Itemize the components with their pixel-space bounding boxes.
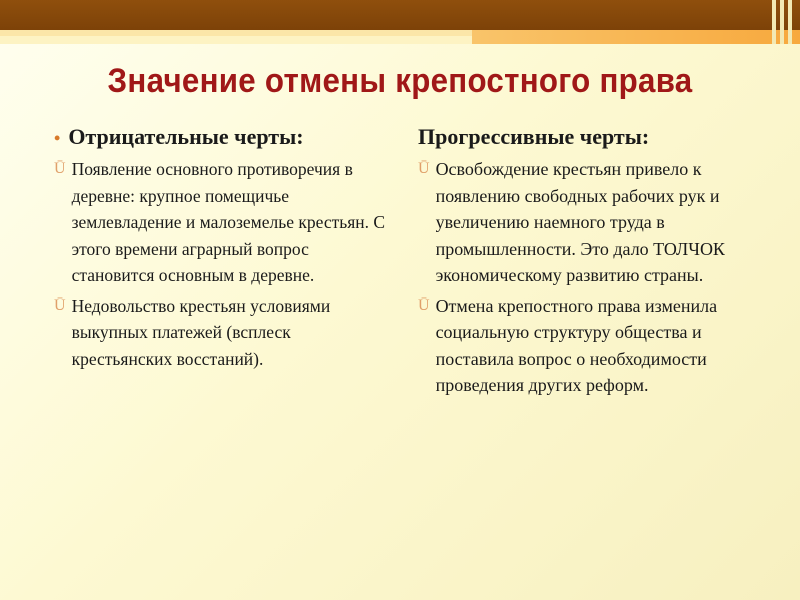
subbullet-icon: Ū — [418, 160, 430, 177]
list-item — [418, 293, 768, 399]
subbullet-icon: Ū — [54, 296, 66, 314]
list-item-text: Отмена крепостного права изменила социальную структуру общества и поставила вопрос о необходимости проведения других реформ. — [435, 295, 718, 395]
header-bar — [0, 0, 800, 30]
negative-heading-text: Отрицательные черты: — [68, 124, 304, 149]
list-item — [54, 293, 394, 373]
list-item — [418, 156, 768, 289]
corner-decoration — [770, 0, 800, 44]
bullet-icon: • — [54, 128, 61, 148]
list-item-text: Освобождение крестьян привело к появлению свободных рабочих рук и увеличению наемного труда в промышленности. Это дало ТОЛЧОК экономическому развитию страны. — [435, 159, 725, 285]
header-accent-orange — [472, 30, 800, 44]
list-item-text: Недовольство крестьян условиями выкупных платежей (всплеск крестьянских восстаний). — [71, 295, 331, 369]
slide-title: Значение отмены крепостного права — [107, 62, 693, 100]
header-accent-light — [0, 30, 472, 36]
progressive-heading-text: Прогрессивные черты: — [418, 124, 650, 149]
progressive-heading — [418, 124, 768, 150]
negative-heading — [54, 124, 394, 150]
list-item-text: Появление основного противоречия в деревне: крупное помещичье землевладение и малоземелье крестьян. С этого времени аграрный вопрос становится основным в деревне. — [71, 159, 386, 285]
negative-column — [54, 124, 394, 376]
subbullet-icon: Ū — [54, 160, 66, 177]
list-item — [54, 156, 394, 289]
subbullet-icon: Ū — [418, 296, 430, 314]
progressive-column — [418, 124, 768, 403]
